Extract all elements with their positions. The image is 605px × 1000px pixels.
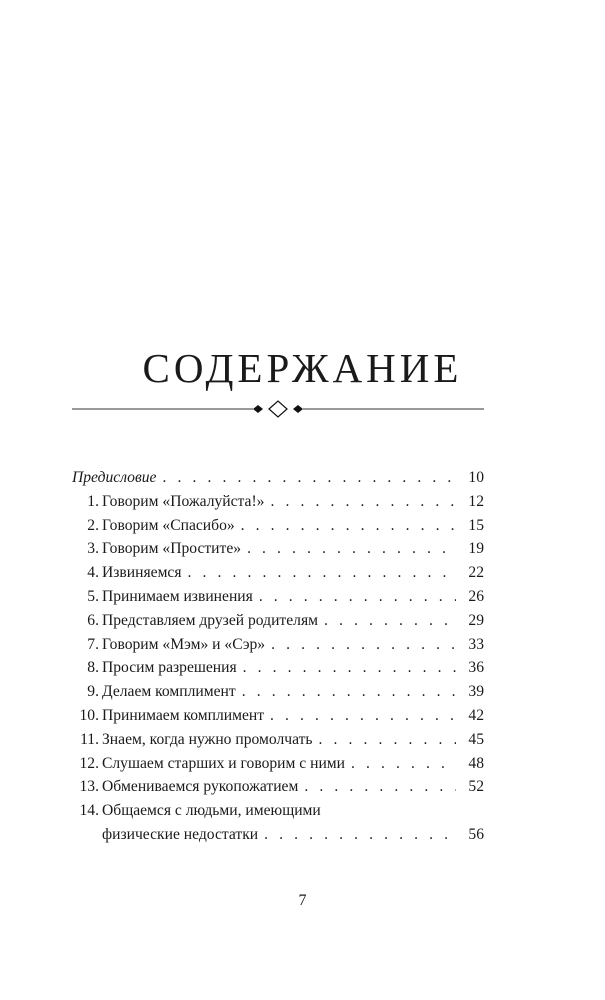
toc-title: Говорим «Спасибо» — [102, 516, 235, 534]
toc-number: 6. — [87, 611, 99, 629]
toc-entry[interactable] — [72, 728, 484, 752]
toc-entry[interactable] — [72, 752, 484, 776]
toc-page: 56 — [468, 825, 484, 843]
toc-page: 22 — [468, 564, 484, 582]
toc-title: Слушаем старших и говорим с ними — [102, 754, 346, 772]
toc-entry[interactable] — [72, 680, 484, 704]
toc-leader — [259, 585, 456, 609]
toc-number: 13. — [79, 778, 99, 796]
toc-title: Говорим «Простите» — [102, 540, 242, 558]
toc-number: 3. — [87, 540, 99, 558]
toc-page: 10 — [468, 469, 484, 486]
diamond-left-icon — [253, 405, 263, 413]
toc-page: 36 — [468, 659, 484, 677]
toc-number: 9. — [87, 683, 99, 701]
toc-leader — [241, 514, 456, 538]
toc-page: 12 — [468, 492, 484, 510]
page-title: СОДЕРЖАНИЕ — [142, 345, 463, 391]
toc-title: Знаем, когда нужно промолчать — [102, 730, 313, 748]
toc-number: 10. — [79, 706, 99, 724]
toc-title-line1: Общаемся с людьми, имеющими — [102, 802, 321, 820]
toc-page: 15 — [468, 516, 484, 534]
toc-leader — [264, 823, 456, 847]
toc-title: Обмениваемся рукопожатием — [102, 778, 299, 796]
toc-title: Предисловие — [72, 469, 157, 486]
toc-title: Представляем друзей родителям — [102, 611, 318, 629]
toc-leader — [270, 490, 456, 514]
toc-entry[interactable] — [72, 609, 484, 633]
toc-title: Говорим «Мэм» и «Сэр» — [102, 635, 266, 653]
toc-page: 45 — [468, 730, 484, 748]
toc-leader — [304, 775, 456, 799]
toc-leader — [242, 680, 456, 704]
toc-leader — [271, 633, 456, 657]
toc-page: 39 — [468, 683, 484, 701]
toc-page: 52 — [468, 778, 484, 796]
toc-leader — [162, 466, 456, 490]
toc-preface[interactable] — [72, 466, 484, 490]
toc-page: 42 — [468, 706, 484, 724]
toc-entry[interactable] — [72, 656, 484, 680]
toc-leader — [319, 728, 456, 752]
toc-number: 12. — [79, 754, 99, 772]
toc-page: 29 — [468, 611, 484, 629]
toc-entry[interactable] — [72, 585, 484, 609]
toc-number: 5. — [87, 587, 99, 605]
toc-leader — [351, 752, 456, 776]
toc-entry[interactable] — [72, 490, 484, 514]
toc-number: 11. — [80, 730, 99, 748]
page-number: 7 — [298, 892, 307, 909]
toc-title: Принимаем извинения — [102, 587, 253, 605]
diamond-center-icon — [269, 401, 287, 417]
toc-entry[interactable] — [72, 704, 484, 728]
toc-number: 14. — [79, 802, 99, 820]
toc-page: 33 — [468, 635, 484, 653]
toc-entry[interactable] — [72, 537, 484, 561]
toc-number: 4. — [87, 564, 99, 582]
toc-title: Говорим «Пожалуйста!» — [102, 492, 265, 510]
toc-title: Извиняемся — [102, 564, 182, 582]
divider-ornament — [72, 400, 484, 418]
toc-number: 7. — [87, 635, 99, 653]
toc-number: 8. — [87, 659, 99, 677]
toc-number: 2. — [87, 516, 99, 534]
toc-entry[interactable] — [72, 633, 484, 657]
table-of-contents — [72, 466, 484, 847]
toc-leader — [324, 609, 456, 633]
toc-title: Делаем комплимент — [102, 683, 236, 701]
toc-page: 19 — [468, 540, 484, 558]
toc-page: 26 — [468, 587, 484, 605]
diamond-right-icon — [293, 405, 303, 413]
toc-leader — [270, 704, 456, 728]
toc-title-line2: физические недостатки — [102, 825, 259, 843]
toc-entry[interactable] — [72, 561, 484, 585]
toc-leader — [188, 561, 456, 585]
toc-leader — [247, 537, 456, 561]
toc-title: Просим разрешения — [102, 659, 237, 677]
toc-title: Принимаем комплимент — [102, 706, 265, 724]
toc-entry[interactable] — [72, 775, 484, 799]
toc-entry[interactable] — [72, 514, 484, 538]
toc-page: 48 — [468, 754, 484, 772]
toc-number: 1. — [87, 492, 99, 510]
toc-entry-multiline[interactable] — [72, 799, 484, 847]
toc-leader — [243, 656, 456, 680]
